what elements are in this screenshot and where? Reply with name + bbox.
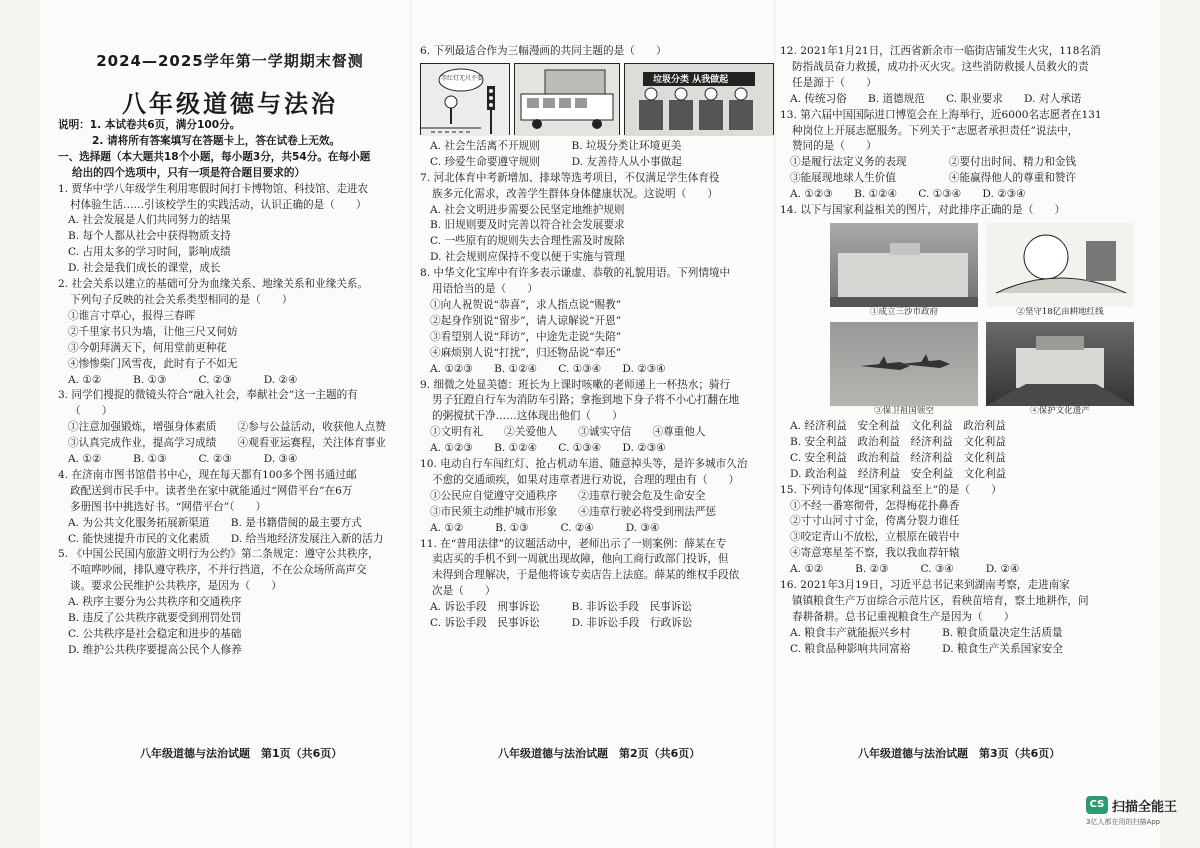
instruction-line: 说明：1. 本试卷共6页，满分100分。 bbox=[58, 119, 241, 131]
question-number: 12. bbox=[780, 45, 797, 57]
question-stem-line bbox=[420, 266, 768, 282]
question-block bbox=[58, 388, 402, 468]
answer-option: ②寸寸山河寸寸金，侉离分裂力谁任 bbox=[790, 515, 960, 528]
question-text: （ ） bbox=[70, 405, 113, 418]
column-3 bbox=[780, 44, 1144, 658]
question-stem-line bbox=[780, 203, 1144, 219]
photo-cultural-heritage bbox=[986, 322, 1134, 406]
answer-option: C. 一些原有的规则失去合理性需及时废除 bbox=[430, 235, 625, 248]
answer-option: D. 社会是我们成长的课堂，成长 bbox=[68, 262, 221, 275]
question-stem-line bbox=[780, 483, 1144, 499]
question-number: 1. bbox=[58, 182, 69, 195]
question-stem-line bbox=[780, 44, 1144, 60]
question-list bbox=[58, 182, 402, 659]
question-block bbox=[58, 547, 402, 658]
question-block bbox=[58, 468, 402, 548]
question-stem-line bbox=[420, 537, 768, 553]
answer-option: A. 诉讼手段 刑事诉讼 B. 非诉讼手段 民事诉讼 bbox=[430, 601, 692, 614]
photo-caption: ①成立三沙市政府 bbox=[869, 306, 938, 317]
exam-title: 2024—2025学年第一学期期末督测 bbox=[96, 52, 364, 70]
answer-option: ①向人祝贺说“恭喜”，求人指点说“赐教” bbox=[430, 298, 622, 311]
answer-option: ③咬定青山不放松，立根原在破岩中 bbox=[790, 531, 960, 544]
answer-option: D. 政治利益 经济利益 安全利益 文化利益 bbox=[790, 467, 1007, 480]
question-stem-line bbox=[58, 468, 402, 484]
page-footer-2: 八年级道德与法治试题 第2页（共6页） bbox=[498, 747, 701, 760]
answer-option: ④惨惨柴门风雪夜，此时有子不如无 bbox=[68, 357, 238, 370]
question-text: 下列最适合作为三幅漫画的共同主题的是（ ） bbox=[433, 45, 667, 57]
question-number: 8. bbox=[420, 267, 431, 280]
question-stem-line bbox=[420, 552, 768, 568]
answer-option: C. 公共秩序是社会稳定和进步的基础 bbox=[68, 628, 242, 640]
question-number: 5. bbox=[58, 548, 69, 561]
answer-option: B. 每个人都从社会中获得物质支持 bbox=[68, 230, 231, 243]
answer-option: ③今朝拜满天下，何用堂前更种花 bbox=[68, 341, 227, 354]
answer-option: A. 社会文明进步需要公民坚定地维护规则 bbox=[430, 203, 625, 216]
answer-option: B. 旧规则要及时完善以符合社会发展要求 bbox=[430, 219, 625, 232]
question-stem-line bbox=[780, 578, 1144, 594]
answer-option: A. 为公共文化服务拓展新渠道 B. 是书籍借阅的最主要方式 bbox=[68, 516, 362, 529]
question-text: 谈。要求公民维护公共秩序，是因为（ ） bbox=[70, 580, 282, 593]
question-stem-line bbox=[58, 182, 402, 198]
question-stem-line bbox=[58, 198, 402, 214]
section-heading: 一、选择题（本大题共18个小题，每小题3分，共54分。在每小题 bbox=[58, 150, 371, 163]
question-block bbox=[780, 44, 1144, 108]
question-stem-line bbox=[58, 500, 402, 516]
photo-caption: ②坚守18亿亩耕地红线 bbox=[1016, 306, 1104, 317]
question-stem-line bbox=[420, 393, 768, 409]
question-stem-line bbox=[58, 579, 402, 595]
question-text: 政配送到市民手中。读者坐在家中就能通过“网借平台”在6万 bbox=[70, 484, 353, 497]
answer-option: ④寄意寒星荃不察，我以我血荐轩辕 bbox=[790, 547, 960, 560]
question-stem-line bbox=[780, 124, 1144, 140]
camscanner-logo-icon: CS bbox=[1086, 796, 1108, 814]
question-number: 15. bbox=[780, 483, 797, 496]
answer-option: ④麻烦别人说“打扰”，归还物品说“奉还” bbox=[430, 346, 622, 359]
question-text: 的粥搅拭干净……这体现出他们（ ） bbox=[432, 410, 623, 423]
question-6 bbox=[420, 44, 768, 60]
answer-option: A. 粮食丰产就能振兴乡村 B. 粮食质量决定生活质量 bbox=[790, 626, 1063, 639]
question-block bbox=[420, 266, 768, 377]
question-number: 7. bbox=[420, 171, 431, 184]
question-block bbox=[58, 182, 402, 277]
banner-text: 垃圾分类 从我做起 bbox=[653, 74, 729, 85]
government-building-icon bbox=[830, 223, 978, 307]
question-stem-line bbox=[780, 108, 1144, 124]
question-stem-line bbox=[420, 282, 768, 298]
question-stem-line bbox=[420, 378, 768, 394]
question-block bbox=[420, 537, 768, 632]
photo-sansha-government bbox=[830, 223, 978, 307]
question-text: 下列诗句体现“国家利益至上”的是（ ） bbox=[800, 483, 1002, 496]
answer-option: A. ①② B. ①③ C. ②④ D. ③④ bbox=[430, 521, 660, 534]
question-number: 2. bbox=[58, 278, 69, 291]
answer-option: A. 经济利益 安全利益 文化利益 政治利益 bbox=[790, 419, 1006, 432]
answer-option: A. ①② B. ①③ C. ②③ D. ②④ bbox=[68, 373, 298, 386]
question-text: 电动自行车闯红灯、抢占机动车道、随意掉头等，是许多城市久治 bbox=[440, 458, 748, 471]
question-text: 春耕备耕。总书记重视粮食生产是因为（ ） bbox=[792, 610, 1015, 623]
answer-option: D. 社会规则应保持不变以便于实施与管理 bbox=[430, 251, 625, 264]
question-stem-line bbox=[58, 293, 402, 309]
question-text: 2021年1月21日，江西省新余市一临街店铺发生火灾，118名消 bbox=[800, 45, 1101, 57]
question-block bbox=[420, 44, 768, 60]
farmland-comic-icon bbox=[986, 223, 1134, 307]
question-stem-line bbox=[420, 409, 768, 425]
question-stem-line bbox=[780, 594, 1144, 610]
question-block bbox=[420, 171, 768, 266]
answer-option: A. ①②③ B. ①②④ C. ①③④ D. ②③④ bbox=[430, 362, 666, 375]
question-block bbox=[420, 378, 768, 458]
answer-option: A. 社会发展是人们共同努力的结果 bbox=[68, 214, 231, 227]
question-text: 多册图书中挑选好书。“网借平台”（ ） bbox=[70, 500, 267, 513]
answer-option: ③认真完成作业，提高学习成绩 ④观看亚运赛程，关注体育事业 bbox=[68, 437, 386, 450]
question-stem-line bbox=[58, 547, 402, 563]
question-block bbox=[58, 277, 402, 388]
answer-option: A. 秩序主要分为公共秩序和交通秩序 bbox=[68, 596, 242, 609]
question-number: 11. bbox=[420, 537, 437, 550]
question-number: 13. bbox=[780, 108, 797, 121]
answer-option: C. 安全利益 政治利益 经济利益 文化利益 bbox=[790, 451, 1006, 464]
scanner-app-name: 扫描全能王 bbox=[1112, 800, 1178, 815]
answer-option: D. 维护公共秩序要提高公民个人修养 bbox=[68, 643, 242, 656]
page-footer-3: 八年级道德与法治试题 第3页（共6页） bbox=[858, 747, 1061, 760]
speech-bubble-text: 等红灯无尺不要 bbox=[441, 74, 484, 82]
answer-option: ②起身作别说“留步”，请人谅解说“开恩” bbox=[430, 314, 622, 327]
question-text: 赞同的是（ ） bbox=[792, 140, 877, 153]
question-number: 4. bbox=[58, 468, 69, 481]
palace-heritage-icon bbox=[986, 322, 1134, 406]
question-text: 中华文化宝库中有许多表示谦虚、恭敬的礼貌用语。下列情境中 bbox=[433, 267, 731, 280]
question-text: 任是源于（ ） bbox=[792, 76, 877, 89]
question-number: 10. bbox=[420, 458, 437, 471]
answer-option: ①注意加强锻炼，增强身体素质 ②参与公益活动，收获他人点赞 bbox=[68, 421, 386, 434]
question-block bbox=[780, 483, 1144, 578]
question-text: 贾华中学八年级学生利用寒假时间打卡博物馆、科技馆、走进农 bbox=[71, 182, 369, 195]
answer-option: ①谁言寸草心，报得三春晖 bbox=[68, 309, 196, 322]
answer-option: ③市民须主动维护城市形象 ④违章行驶必将受到刑法严惩 bbox=[430, 505, 717, 518]
question-text: 族多元化需求，改善学生群体身体健康状况。这说明（ ） bbox=[432, 187, 719, 200]
answer-option: ③能展现地球人生价值 ④能赢得他人的尊重和赞许 bbox=[790, 172, 1077, 185]
answer-option: ①不经一番寒彻骨，怎得梅花扑鼻香 bbox=[790, 499, 960, 512]
answer-option: B. 安全利益 政治利益 经济利益 文化利益 bbox=[790, 435, 1006, 448]
answer-option: ①文明有礼 ②关爱他人 ③诚实守信 ④尊重他人 bbox=[430, 426, 706, 439]
question-text: 在济南市图书馆借书中心，现在每天都有100多个图书通过邮 bbox=[71, 468, 357, 481]
page-footer-1: 八年级道德与法治试题 第1页（共6页） bbox=[140, 747, 343, 760]
question-block bbox=[780, 203, 1144, 219]
answer-option: A. ①②③ B. ①②④ C. ①③④ D. ②③④ bbox=[430, 442, 666, 455]
answer-option: ①公民应自觉遵守交通秩序 ②违章行驶会危及生命安全 bbox=[430, 489, 706, 502]
question-text: 《中国公民国内旅游文明行为公约》第二条规定：遵守公共秩序， bbox=[71, 548, 379, 561]
question-text: 第六届中国国际进口博览会在上海举行，近6000名志愿者在131 bbox=[800, 108, 1102, 121]
question-number: 6. bbox=[420, 45, 431, 57]
answer-option: A. ①② B. ②③ C. ③④ D. ②④ bbox=[790, 563, 1020, 576]
question-text: 村体验生活……引该校学生的实践活动，认识正确的是（ ） bbox=[70, 198, 367, 211]
question-stem-line bbox=[420, 473, 768, 489]
answer-option: A. 社会生活离不开规则 B. 垃圾分类让环境更美 bbox=[430, 139, 682, 152]
question-text: 下列句子反映的社会关系类型相同的是（ ） bbox=[70, 293, 293, 306]
scanner-tagline: 3亿人都在用的扫描App bbox=[1086, 818, 1161, 826]
answer-option: A. ①② B. ①③ C. ②③ D. ③④ bbox=[68, 453, 298, 466]
question-block bbox=[780, 419, 1144, 483]
answer-option: C. 占用太多的学习时间，影响成绩 bbox=[68, 246, 231, 259]
answer-option: C. 能快速提升市民的文化素质 D. 给当地经济发展注入新的活力 bbox=[68, 532, 384, 545]
question-block bbox=[420, 457, 768, 537]
question-text: 男子狂蹬自行车为消防车引路；拿拖到地下身子将不小心打翻在地 bbox=[432, 394, 740, 407]
question-stem-line bbox=[780, 76, 1144, 92]
subject-title: 八年级道德与法治 bbox=[122, 90, 338, 118]
question-text: 细微之处显美德：班长为上课时咳嗽的老师递上一杯热水；骑行 bbox=[433, 378, 731, 391]
photo-defend-airspace bbox=[830, 322, 978, 406]
fighter-jets-icon bbox=[830, 322, 978, 406]
column-1 bbox=[58, 118, 402, 659]
question-stem-line bbox=[58, 484, 402, 500]
question-text: 2021年3月19日，习近平总书记来到湖南考察，走进南家 bbox=[800, 579, 1070, 592]
question-number: 16. bbox=[780, 579, 797, 592]
question-list bbox=[420, 139, 768, 632]
answer-option: C. 珍爱生命要遵守规则 D. 友善待人从小事做起 bbox=[430, 155, 682, 168]
question-list bbox=[780, 44, 1144, 219]
question-stem-line bbox=[420, 187, 768, 203]
national-interest-photos bbox=[830, 223, 1144, 417]
question-text: 河北体育中考新增加、排球等选考项目，不仅满足学生体育役 bbox=[433, 171, 720, 184]
question-stem-line bbox=[780, 610, 1144, 626]
question-text: 次是（ ） bbox=[432, 585, 496, 598]
comic-panel-bus bbox=[514, 63, 620, 135]
answer-option: B. 违反了公共秩序就要受到刑罚处罚 bbox=[68, 612, 242, 625]
answer-option: C. 诉讼手段 民事诉讼 D. 非诉讼手段 行政诉讼 bbox=[430, 617, 693, 630]
question-text: 卖店买的手机不到一周就出现故障，他向工商行政部门投诉，但 bbox=[432, 553, 729, 566]
question-stem-line bbox=[420, 171, 768, 187]
bus-queue-comic-icon bbox=[515, 64, 619, 136]
comic-panel-traffic bbox=[420, 63, 510, 135]
question-number: 9. bbox=[420, 378, 431, 391]
question-block bbox=[780, 108, 1144, 203]
question-text: 种岗位上开展志愿服务。下列关于“志愿者承担责任”说法中， bbox=[792, 124, 1079, 137]
question-stem-line bbox=[420, 44, 768, 60]
question-stem-line bbox=[58, 404, 402, 420]
question-stem-line bbox=[420, 457, 768, 473]
question-stem-line bbox=[420, 584, 768, 600]
question-text: 不愈的交通顽疾，如果对违章者进行劝说，合理的理由有（ ） bbox=[432, 473, 740, 486]
question-text: 镇镇粮食生产万亩综合示范片区，看秧苗培育，察土地耕作，问 bbox=[792, 594, 1089, 607]
question-stem-line bbox=[58, 563, 402, 579]
question-stem-line bbox=[780, 139, 1144, 155]
question-stem-line bbox=[780, 60, 1144, 76]
question-block bbox=[420, 139, 768, 171]
comic-strip bbox=[420, 63, 768, 135]
question-number: 3. bbox=[58, 389, 69, 402]
question-text: 以下与国家利益相关的图片，对此排序正确的是（ ） bbox=[800, 204, 1066, 217]
question-text: 用语恰当的是（ ） bbox=[432, 283, 538, 296]
section-heading-cont: 给出的四个选项中，只有一项是符合题目要求的） bbox=[72, 166, 306, 179]
photo-caption: ③保卫祖国领空 bbox=[874, 405, 934, 416]
question-stem-line bbox=[58, 277, 402, 293]
instruction-line: 2. 请将所有答案填写在答题卡上，答在试卷上无效。 bbox=[92, 134, 341, 147]
question-list bbox=[780, 419, 1144, 658]
answer-option: C. 粮食品种影响共同富裕 D. 粮食生产关系国家安全 bbox=[790, 642, 1063, 655]
comic-panel-garbage bbox=[624, 63, 774, 135]
question-text: 未得到合理解决，于是他将该专卖店告上法庭。薛某的维权手段依 bbox=[432, 569, 740, 582]
answer-option: ②千里家书只为墙，让他三尺又何妨 bbox=[68, 325, 238, 338]
column-2 bbox=[420, 44, 768, 632]
answer-option: A. ①②③ B. ①②④ C. ①③④ D. ②③④ bbox=[790, 188, 1026, 201]
question-text: 社会关系以建立的基础可分为血缘关系、地缘关系和业缘关系。 bbox=[71, 278, 369, 291]
question-number: 14. bbox=[780, 204, 797, 217]
question-block bbox=[780, 578, 1144, 658]
question-text: 不喧哗吵闹，排队遵守秩序，不并行挡道，不在公众场所高声交 bbox=[70, 564, 367, 577]
question-text: 同学们搜捉的微镜头符合“融入社会，奉献社会”这一主题的有 bbox=[71, 389, 358, 402]
photo-farmland-redline bbox=[986, 223, 1134, 307]
answer-option: ③看望别人说“拜访”，中途先走说“失陪” bbox=[430, 330, 622, 343]
question-text: 在“普用法律”的议题活动中，老师出示了一则案例：薛某在专 bbox=[440, 537, 727, 550]
answer-option: A. 传统习俗 B. 道德规范 C. 职业要求 D. 对人承诺 bbox=[790, 92, 1082, 105]
question-text: 防指战员奋力救援，成功扑灭火灾。这些消防救援人员救火的责 bbox=[792, 60, 1089, 73]
question-stem-line bbox=[420, 568, 768, 584]
photo-caption: ④保护文化遗产 bbox=[1030, 405, 1090, 416]
answer-option: ①是履行法定义务的表现 ②要付出时间、精力和金钱 bbox=[790, 156, 1077, 169]
question-stem-line bbox=[58, 388, 402, 404]
